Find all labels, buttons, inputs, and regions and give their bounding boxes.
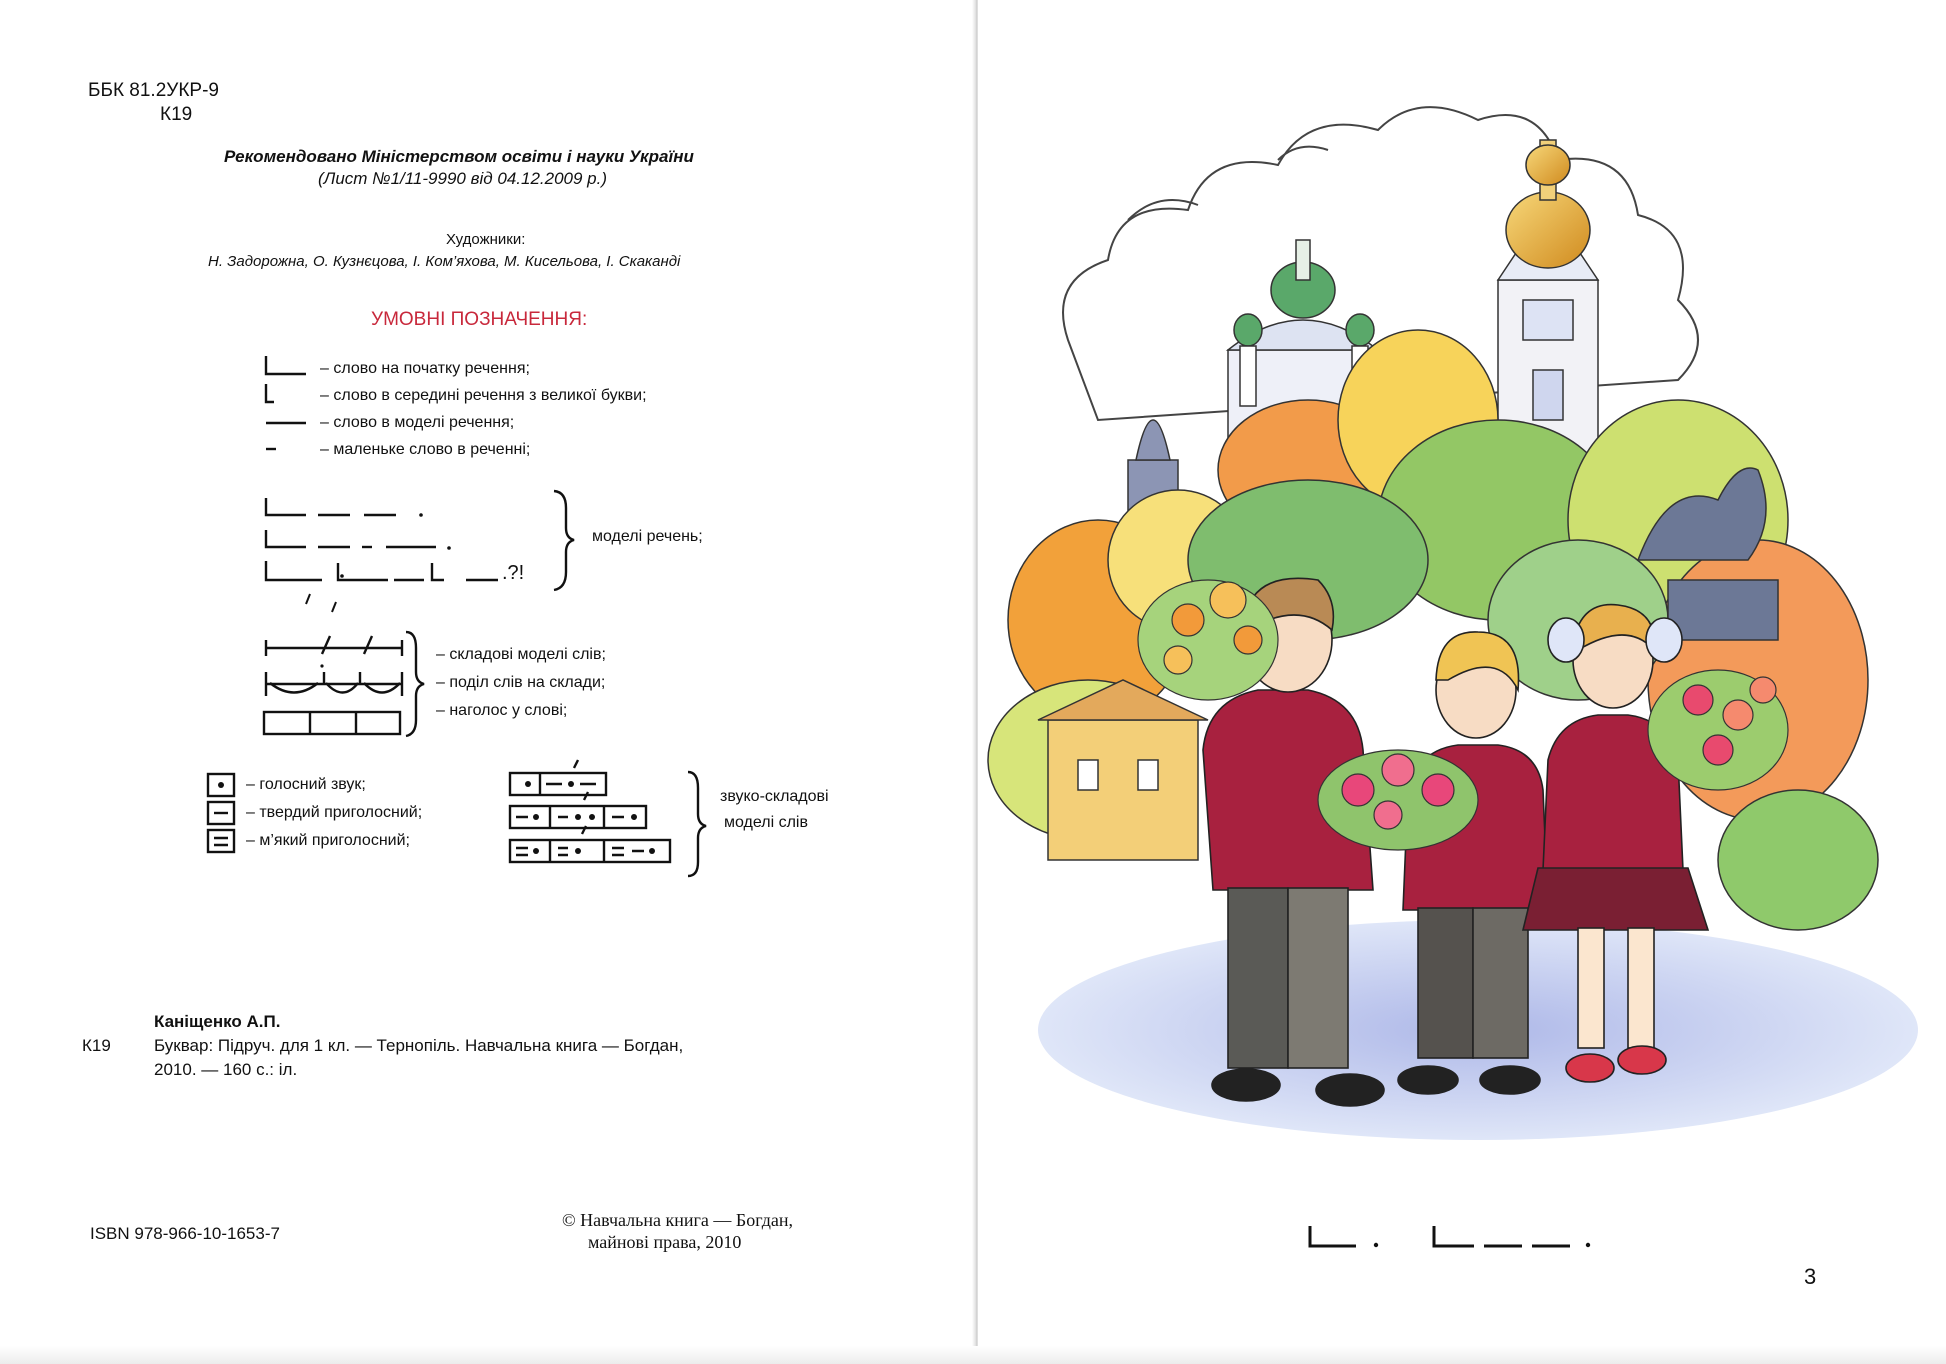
sentence-model-right bbox=[1310, 1226, 1570, 1246]
legend-title: УМОВНІ ПОЗНАЧЕННЯ: bbox=[371, 309, 588, 330]
syllable-model-row-1 bbox=[266, 636, 402, 656]
copyright-line-2: майнові права, 2010 bbox=[588, 1232, 742, 1252]
legend-capital-word: – слово в середині речення з великої букви; bbox=[320, 387, 647, 404]
boy-middle bbox=[1398, 632, 1548, 1094]
illustration bbox=[978, 0, 1946, 1364]
sentence-model-2-start bbox=[266, 530, 306, 547]
sentence-model-1-start bbox=[266, 498, 306, 515]
legend-small-word: – маленьке слово в реченні; bbox=[320, 441, 531, 458]
sentence-model-dot-2 bbox=[1586, 1243, 1590, 1247]
page-bottom-shadow bbox=[0, 1346, 1946, 1364]
copyright-line-1: © Навчальна книга — Богдан, bbox=[562, 1210, 793, 1230]
catalog-line-2: 2010. — 160 с.: іл. bbox=[154, 1060, 298, 1079]
legend-syllable-division: – поділ слів на склади; bbox=[436, 674, 606, 691]
soft-consonant-icon bbox=[208, 830, 234, 852]
stress-model-row bbox=[264, 712, 400, 734]
legend-vowel: – голосний звук; bbox=[246, 776, 366, 793]
catalog-line-1: Буквар: Підруч. для 1 кл. — Тернопіль. Навчальна книга — Богдан, bbox=[154, 1036, 684, 1055]
sound-models-brace bbox=[688, 772, 706, 876]
legend-hard-consonant: – твердий приголосний; bbox=[246, 804, 423, 821]
flowers-left bbox=[1138, 580, 1278, 700]
catalog-cipher: К19 bbox=[82, 1036, 111, 1055]
sentence-models-brace bbox=[554, 491, 574, 590]
sentence-model-dot-1 bbox=[1374, 1243, 1378, 1247]
recommendation-letter: (Лист №1/11-9990 від 04.12.2009 р.) bbox=[318, 169, 608, 188]
syllable-models-brace bbox=[406, 632, 424, 736]
isbn: ISBN 978-966-10-1653-7 bbox=[90, 1224, 280, 1243]
legend-sentence-start: – слово на початку речення; bbox=[320, 360, 530, 377]
sound-models-label-2: моделі слів bbox=[724, 814, 808, 831]
recommendation: Рекомендовано Міністерством освіти і науки України bbox=[224, 147, 694, 166]
artists-label: Художники: bbox=[446, 231, 526, 248]
flowers-right bbox=[1648, 670, 1788, 790]
legend-syllable-models: – складові моделі слів; bbox=[436, 646, 606, 663]
sentence-model-punctuation: .?! bbox=[502, 562, 525, 584]
right-page bbox=[978, 0, 1946, 1364]
legend-word: – слово в моделі речення; bbox=[320, 414, 515, 431]
legend-soft-consonant: – м’який приголосний; bbox=[246, 832, 410, 849]
flowers-middle bbox=[1318, 750, 1478, 850]
bbk-code: ББК 81.2УКР-9 bbox=[88, 80, 219, 101]
sentence-models-label: моделі речень; bbox=[592, 528, 703, 545]
page-number: 3 bbox=[1804, 1264, 1817, 1289]
cipher-code: К19 bbox=[160, 104, 193, 125]
sound-models-label-1: звуко-складові bbox=[720, 788, 829, 805]
catalog-author: Каніщенко А.П. bbox=[154, 1012, 281, 1031]
artists-names: Н. Задорожна, О. Кузнєцова, І. Ком’яхова, М. Кисельова, І. Скаканді bbox=[208, 253, 681, 270]
sentence-start-symbol bbox=[266, 356, 306, 374]
sentence-model-3-start bbox=[266, 561, 322, 580]
legend-stress: – наголос у слові; bbox=[436, 702, 568, 719]
capital-word-symbol bbox=[266, 384, 274, 402]
